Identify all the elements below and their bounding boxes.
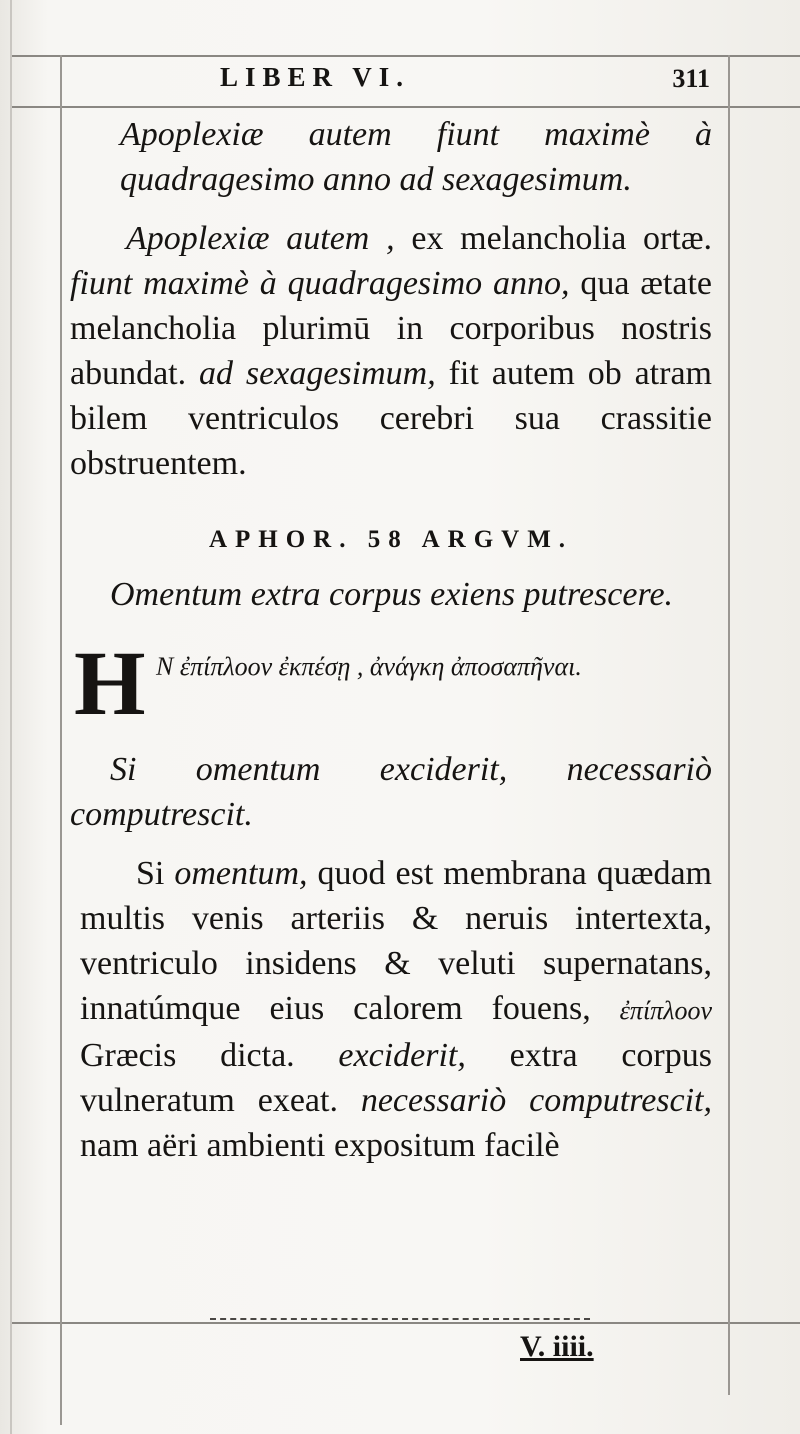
commentary-text: fit autem ob atram bilem ventriculos cerebri sua crassitie obstruentem. <box>70 355 712 482</box>
lemma-text: exciderit, <box>338 1037 466 1074</box>
aphorism-argument: Omentum extra corpus exiens putrescere. <box>110 576 674 613</box>
lemma-text: ad sexagesimum, <box>199 355 436 392</box>
lemma-text: Apoplexiæ autem , <box>126 220 395 257</box>
drop-cap-initial: H <box>74 632 146 734</box>
commentary-text: nam aëri ambienti expositum facilè <box>80 1127 560 1164</box>
commentary-text: qua ætate melancholia plurimū in corporibus nostris abundat. <box>70 265 712 392</box>
bottom-dashes <box>210 1318 590 1320</box>
greek-aphorism <box>70 632 712 734</box>
bottom-rule <box>10 1322 800 1324</box>
signature-mark: V. iiii. <box>520 1330 594 1363</box>
commentary-text: Si <box>136 855 175 892</box>
spacer <box>70 202 712 216</box>
left-margin-rule <box>60 55 62 1425</box>
top-rule <box>10 55 800 57</box>
header-rule <box>10 106 800 108</box>
paragraph-lemma: Apoplexiæ autem fiunt maximè à quadragesimo anno ad sexagesimum. <box>120 116 712 198</box>
paragraph-commentary-2 <box>70 851 712 1168</box>
page-number: 311 <box>672 64 710 93</box>
right-margin-rule <box>728 55 730 1395</box>
spacer <box>70 837 712 851</box>
commentary-text: Græcis dicta. <box>80 1037 339 1074</box>
paragraph-commentary-1 <box>70 216 712 486</box>
outer-left-rule <box>10 0 12 1434</box>
page-header <box>70 62 710 102</box>
lemma-text: omentum, <box>174 855 308 892</box>
greek-text: Ν ἐπίπλοον ἐκπέσῃ , ἀνάγκη ἀποσαπῆναι. <box>156 652 582 681</box>
commentary-text: ex melancholia ortæ. <box>394 220 712 257</box>
lemma-text: fiunt maximè à quadragesimo anno, <box>70 265 570 302</box>
commentary-text: quod est membrana quædam multis venis arteriis & neruis intertexta, ventriculo insidens & veluti supernatans, innatúmque eius calorem fouens, <box>80 855 712 1027</box>
commentary-text: extra corpus vulneratum exeat. <box>80 1037 712 1119</box>
lemma-text: necessariò computrescit, <box>360 1082 713 1119</box>
latin-translation: Si omentum exciderit, necessariò computrescit. <box>70 751 712 833</box>
text-block <box>70 112 712 1168</box>
greek-word: ἐπίπλοον <box>619 996 712 1025</box>
aphorism-heading: APHOR. 58 ARGVM. <box>208 526 574 553</box>
running-head: LIBER VI. <box>220 62 411 92</box>
